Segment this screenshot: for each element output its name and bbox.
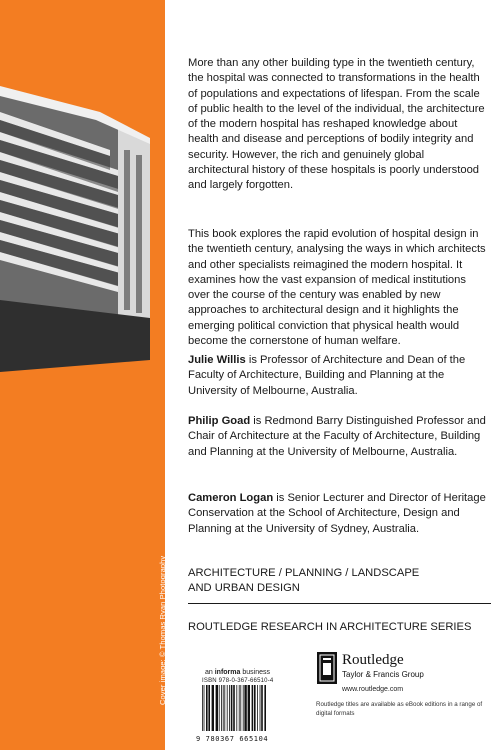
barcode-bar	[221, 685, 222, 731]
barcode-bar	[231, 685, 233, 731]
cover-image-credit: Cover image: © Thomas Ryan Photography	[158, 555, 167, 705]
publisher-group: Taylor & Francis Group	[342, 670, 424, 679]
barcode-bar	[261, 685, 263, 731]
barcode-bar	[227, 685, 228, 731]
orange-side-panel	[0, 0, 165, 750]
author-bio-willis	[188, 353, 488, 399]
barcode-bar	[202, 685, 203, 731]
author-name: Julie Willis	[188, 354, 246, 366]
barcode-bar	[233, 685, 235, 731]
author-name: Philip Goad	[188, 415, 251, 427]
author-bio-goad	[188, 414, 488, 460]
barcode-bar	[248, 685, 250, 731]
informa-business-label: an informa business	[205, 669, 270, 676]
blurb-paragraph-1: More than any other building type in the twentieth century, the hospital was connected to transformations in the health of populations and expectations of lifespan. From the scale of public health to the level of the individual, the architecture of the modern hospital has reshaped knowledge about health and disease and perceptions of bodily integrity and security. However, the rich and genuinely global architectural history of these hospitals is poorly understood and largely forgotten.	[188, 57, 485, 192]
barcode-bar	[208, 685, 210, 731]
barcode-bar	[240, 685, 241, 731]
author-bio-logan	[188, 491, 488, 537]
divider-rule	[188, 603, 491, 604]
barcode-bar	[216, 685, 218, 731]
blurb-paragraph-2: This book explores the rapid evolution of hospital design in the twentieth century, analysing the ways in which architects and other specialists reimagined the modern hospital. It examines how the vast expansion of medical institutions over the course of the century was enabled by new approaches to architectural design and it highlights the emerging political conviction that physical health would become the cornerstone of human welfare.	[188, 228, 486, 348]
author-bio-text: is Senior Lecturer and Director of Heritage Conservation at the School of Architecture, Design and Planning at the University of Sydney, Australia.	[188, 492, 486, 535]
barcode-bar	[243, 685, 244, 731]
publisher-name: Routledge	[342, 652, 404, 668]
ebook-note: Routledge titles are available as eBook editions in a range of digital formats	[316, 701, 483, 717]
author-name: Cameron Logan	[188, 492, 274, 504]
barcode-bar	[252, 685, 254, 731]
barcode-bar	[219, 685, 220, 731]
barcode-bar	[223, 685, 224, 731]
barcode-bar	[212, 685, 214, 731]
barcode-bar	[204, 685, 205, 731]
barcode-bar	[260, 685, 261, 731]
author-bio-text: is Professor of Architecture and Dean of the Faculty of Architecture, Building and Planning at the University of Melbourne, Australia.	[188, 354, 466, 397]
routledge-logo-icon	[317, 652, 337, 684]
series-name: ROUTLEDGE RESEARCH IN ARCHITECTURE SERIES	[188, 621, 472, 633]
subject-category: ARCHITECTURE / PLANNING / LANDSCAPE AND URBAN DESIGN	[188, 567, 420, 595]
barcode	[196, 675, 306, 733]
publisher-url: www.routledge.com	[342, 686, 404, 693]
barcode-bar	[236, 685, 237, 731]
cover-photo	[0, 0, 165, 750]
barcode-bar	[224, 685, 225, 731]
barcode-bar	[239, 685, 240, 731]
author-bio-text: is Redmond Barry Distinguished Professor and Chair of Architecture at the Faculty of Architecture, Building and Planning at the University of Melbourne, Australia.	[188, 415, 486, 458]
barcode-number: 9 780367 665104	[196, 735, 269, 743]
barcode-bar	[264, 685, 266, 731]
barcode-bar	[257, 685, 258, 731]
barcode-bar	[254, 685, 256, 731]
barcode-bar	[206, 685, 208, 731]
isbn-label: ISBN 978-0-367-66510-4	[202, 678, 274, 684]
barcode-bar	[244, 685, 246, 731]
barcode-bar	[229, 685, 230, 731]
